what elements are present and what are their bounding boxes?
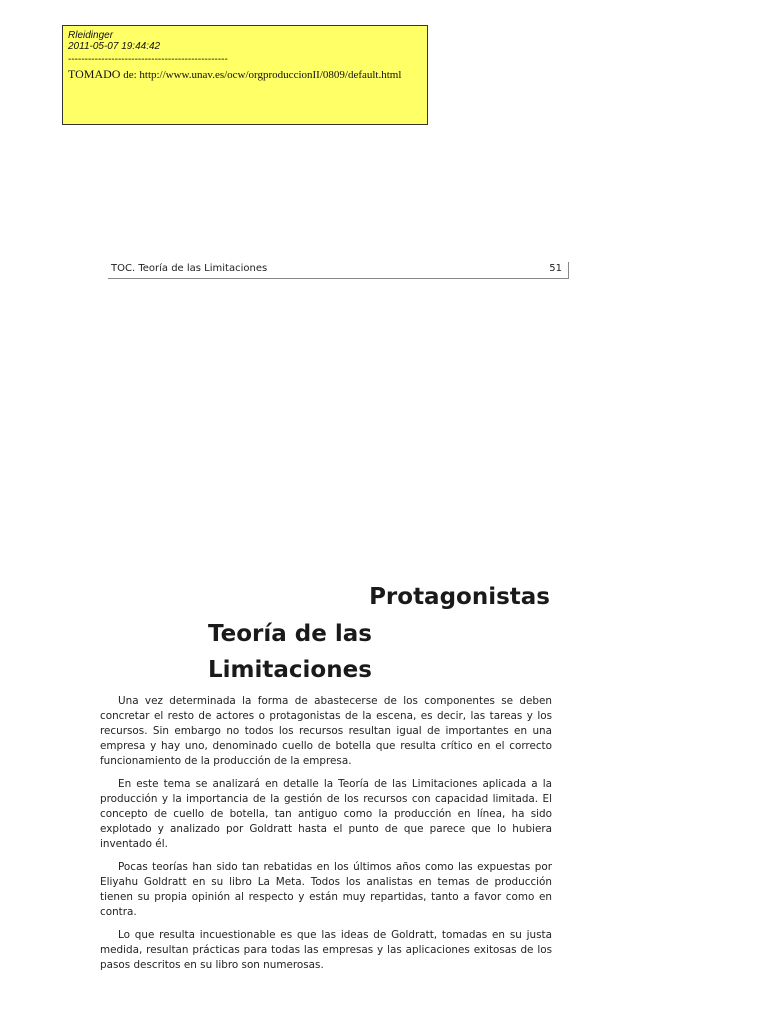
chapter-title-line1: Protagonistas <box>369 584 550 610</box>
paragraph: Una vez determinada la forma de abastecerse de los componentes se deben concretar el resto de actores o protagonistas de la escena, es decir, las tareas y los recursos. Sin embargo no todos los recursos resultan igual de importantes en una empresa y hay uno, denominado cuello de botella que resulta crítico en el correcto funcionamiento de la producción de la empresa. <box>100 695 552 767</box>
page-number: 51 <box>549 263 562 274</box>
annotation-separator: ------------------------------------------------ <box>68 54 228 65</box>
running-header-title: TOC. Teoría de las Limitaciones <box>111 263 268 274</box>
annotation-note[interactable] <box>62 25 428 125</box>
paragraph: Pocas teorías han sido tan rebatidas en los últimos años como las expuestas por Eliyahu Goldratt en su libro La Meta. Todos los analistas en temas de producción tienen su propia opinión al respecto y están muy repartidas, tanto a favor como en contra. <box>100 861 552 918</box>
annotation-author: Rleidinger <box>68 30 114 41</box>
chapter-title-line2: Teoría de las <box>208 621 372 647</box>
annotation-datetime: 2011-05-07 19:44:42 <box>68 41 161 52</box>
annotation-source-text: de: http://www.unav.es/ocw/orgproduccionII/0809/default.html <box>123 69 402 81</box>
paragraph: Lo que resulta incuestionable es que las ideas de Goldratt, tomadas en su justa medida, resultan prácticas para todas las empresas y las aplicaciones exitosas de los pasos descritos en su libro son numerosas. <box>100 929 552 971</box>
annotation-source <box>68 67 422 82</box>
chapter-title-line3: Limitaciones <box>208 657 372 683</box>
body-text <box>100 694 552 981</box>
paragraph: En este tema se analizará en detalle la Teoría de las Limitaciones aplicada a la producción y la importancia de la gestión de los recursos con capacidad limitada. El concepto de cuello de botella, tan antiguo como la producción en línea, ha sido explotado y analizado por Goldratt hasta el punto de que parece que lo hubiera inventado él. <box>100 778 552 850</box>
annotation-source-label: TOMADO <box>68 67 121 81</box>
running-header <box>108 262 569 279</box>
